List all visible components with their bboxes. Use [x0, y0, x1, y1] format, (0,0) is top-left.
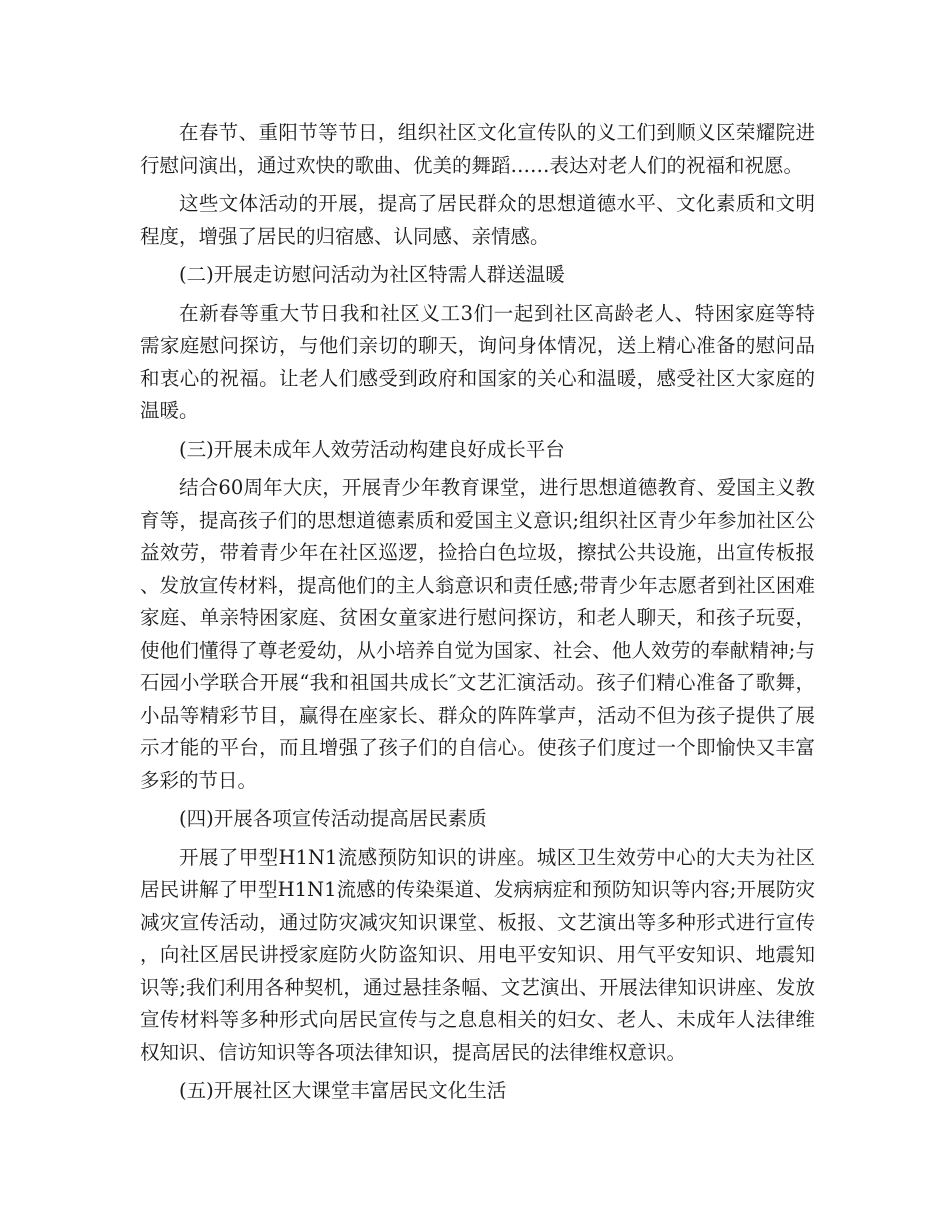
- section-heading-3: (三)开展未成年人效劳活动构建良好成长平台: [179, 437, 565, 461]
- paragraph-visits: 在新春等重大节日我和社区义工3们一起到社区高龄老人、特困家庭等特需家庭慰问探访，与他们亲切的聊天，询问身体情况，送上精心准备的慰问品和衷心的祝福。让老人们感受到政府和国家的关心和温暖，感受社区大家庭的温暖。: [140, 301, 815, 422]
- section-heading-4: (四)开展各项宣传活动提高居民素质: [179, 807, 487, 830]
- paragraph-festival-performance: 在春节、重阳节等节日，组织社区文化宣传队的义工们到顺义区荣耀院进行慰问演出，通过欢快的歌曲、优美的舞蹈……表达对老人们的祝福和祝愿。: [140, 121, 815, 177]
- paragraph-youth-services: 结合60周年大庆，开展青少年教育课堂，进行思想道德教育、爱国主义教育等，提高孩子们的思想道德素质和爱国主义意识;组织社区青少年参加社区公益效劳，带着青少年在社区巡逻，捡拾白色垃圾，擦拭公共设施，出宣传板报、发放宣传材料，提高他们的主人翁意识和责任感;带青少年志愿者到社区困难家庭、单亲特困家庭、贫困女童家进行慰问探访，和老人聊天，和孩子玩耍，使他们懂得了尊老爱幼，从小培养自觉为国家、社会、他人效劳的奉献精神;与石园小学联合开展“我和祖国共成长″文艺汇演活动。孩子们精心准备了歌舞，小品等精彩节目，赢得在座家长、群众的阵阵掌声，活动不但为孩子提供了展示才能的平台，而且增强了孩子们的自信心。使孩子们度过一个即愉快又丰富多彩的节日。: [140, 476, 815, 792]
- section-heading-5: (五)开展社区大课堂丰富居民文化生活: [179, 1079, 507, 1102]
- section-heading-2: (二)开展走访慰问活动为社区特需人群送温暖: [179, 263, 565, 286]
- paragraph-publicity: 开展了甲型H1N1流感预防知识的讲座。城区卫生效劳中心的大夫为社区居民讲解了甲型H1N1流感的传染渠道、发病病症和预防知识等内容;开展防灾减灾宣传活动，通过防灾减灾知识课堂、板报、文艺演出等多种形式进行宣传，向社区居民讲授家庭防火防盗知识、用电平安知识、用气平安知识、地震知识等;我们利用各种契机，通过悬挂条幅、文艺演出、开展法律知识讲座、发放宣传材料等多种形式向居民宣传与之息息相关的妇女、老人、未成年人法律维权知识、信访知识等各项法律知识，提高居民的法律维权意识。: [140, 845, 815, 1064]
- document-body: [140, 117, 815, 1108]
- paragraph-activity-results: 这些文体活动的开展，提高了居民群众的思想道德水平、文化素质和文明程度，增强了居民的归宿感、认同感、亲情感。: [140, 192, 815, 248]
